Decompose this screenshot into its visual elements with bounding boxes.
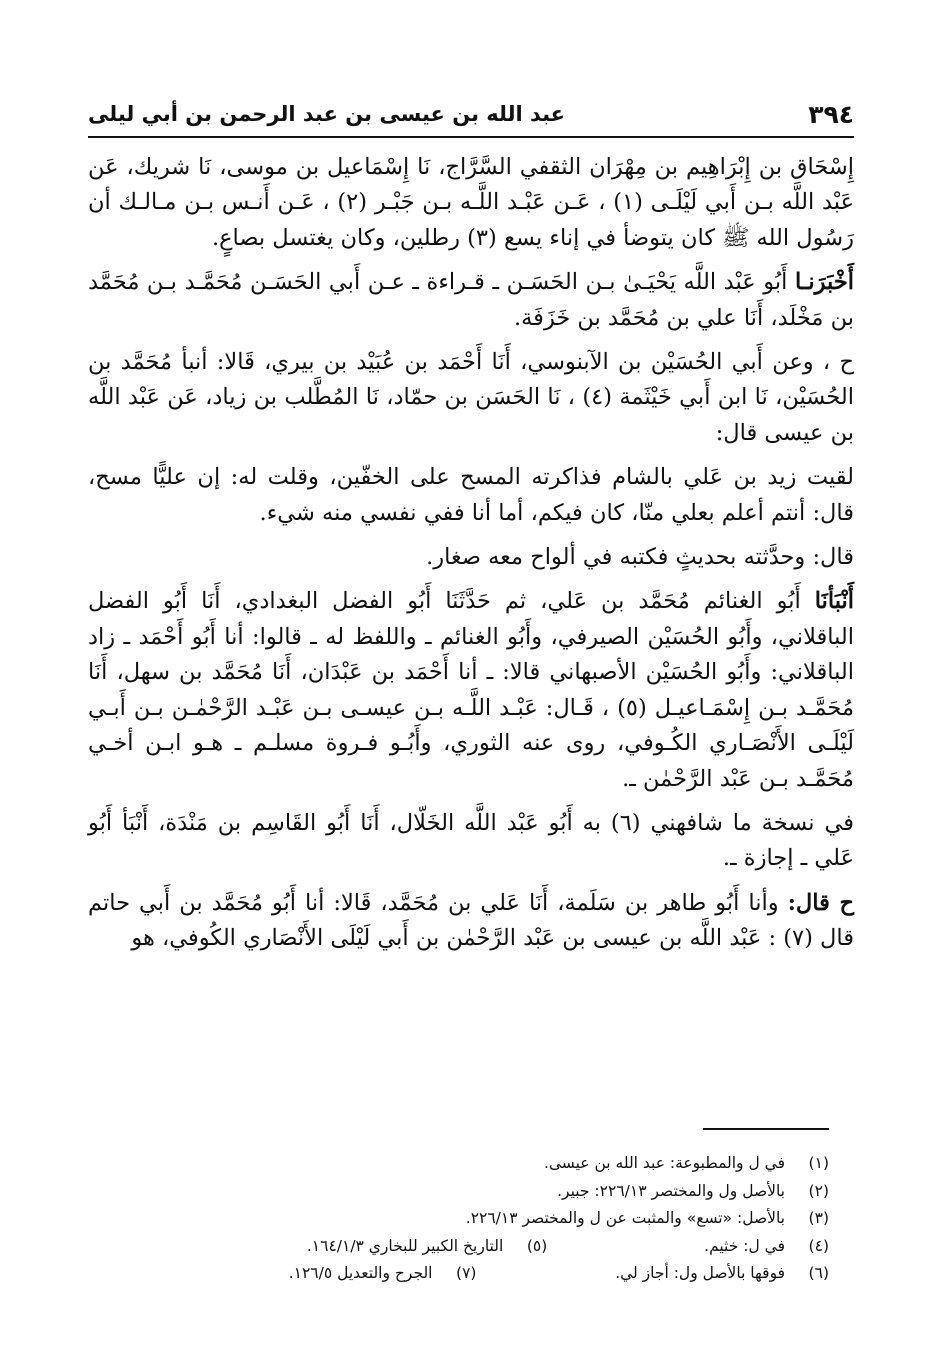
paragraph	[88, 265, 854, 336]
paragraph-text: وأنا أَبُو طاهر بن سَلَمة، أَنَا عَلي بن مُحَمَّد، قَالا: أنا أَبُو مُحَمَّد بن أَبي حاتم قال (٧) : عَبْد اللَّه بن عيسى بن عَبْد الرَّحْمٰن بن أَبي لَيْلَى الأَنْصَاري الكُوفي، هو	[88, 889, 854, 952]
footnote-row	[150, 1233, 829, 1261]
footnote-number: (٤)	[808, 1236, 829, 1255]
footnote	[150, 1260, 476, 1288]
footnote	[150, 1150, 829, 1178]
paragraph-text: لقيت زيد بن عَلي بالشام فذاكرته المسح على الخفّين، وقلت له: إن عليًّا مسح، قال: أنتم أعلم بعلي منّا، كان فيكم، أما أنا ففي نفسي منه شيء.	[88, 464, 854, 526]
footnote	[150, 1205, 829, 1233]
page-number: ٣٩٤	[808, 99, 854, 129]
main-text	[88, 150, 854, 966]
footnote-number: (٣)	[808, 1209, 829, 1228]
paragraph	[88, 540, 854, 575]
footnote-number: (٦)	[808, 1264, 829, 1283]
paragraph	[88, 886, 854, 957]
footnote	[476, 1260, 829, 1288]
footnotes	[150, 1150, 829, 1288]
footnote-row	[150, 1178, 829, 1206]
footnote-text: التاريخ الكبير للبخاري ١٦٤/١/٣.	[306, 1236, 504, 1255]
page-header	[88, 92, 854, 138]
paragraph	[88, 460, 854, 531]
footnote-number: (٥)	[526, 1236, 548, 1255]
paragraph-lead: ح قال:	[787, 889, 855, 916]
paragraph-text: قال: وحدَّثته بحديثٍ فكتبه في ألواح معه صغار.	[426, 544, 854, 571]
paragraph-text: ح ، وعن أَبي الحُسَيْن بن الآبنوسي، أَنَا أَحْمَد بن عُبَيْد بن بيري، قَالا: أنبأ مُحَمَّد بن الحُسَيْن، نَا ابن أَبي خَيْثَمة (٤) ، نَا الحَسَن بن حمّاد، نَا المُطَّلب بن زياد، عَن عَبْد اللَّه بن عيسى قال:	[88, 349, 854, 446]
footnote-text: الجرح والتعديل ١٢٦/٥.	[288, 1264, 433, 1283]
footnote-text: بالأصل: «تسع» والمثبت عن ل والمختصر ٢٢٦/١٣.	[465, 1209, 785, 1228]
footnote	[547, 1233, 829, 1261]
footnote-row	[150, 1150, 829, 1178]
footnote-row	[150, 1205, 829, 1233]
footnote-text: بالأصل ول والمختصر ٢٢٦/١٣: جبير.	[557, 1181, 785, 1200]
paragraph	[88, 150, 854, 256]
paragraph-text: أَبُو الغنائم مُحَمَّد بن عَلي، ثم حَدَّثَنَا أَبُو الفضل البغدادي، أَنَا أَبُو الفضل الباقلاني، وأَبُو الحُسَيْن الصيرفي، وأَبُو الغنائم ـ واللفظ له ـ قالوا: أنا أَبُو أَحْمَد ـ زاد الباقلاني: وأَبُو الحُسَيْن الأصبهاني قالا: ـ أنا أَحْمَد بن عَبْدَان، أَنَا مُحَمَّد بن سهل، أَنَا مُحَمَّـد بـن إِسْمَـاعيـل (٥) ، قَـال: عَبْـد اللَّـه بـن عيسـى بـن عَبْـد الرَّحْمٰـن بـن أَبـي لَيْلَـى الأَنْصَـاري الكُـوفي، روى عنه الثوري، وأَبُـو فـروة مسلـم ـ هـو ابـن أخـي مُحَمَّـد بـن عَبْد الرَّحْمٰن ـ.	[88, 588, 855, 792]
footnote-number: (١)	[808, 1154, 829, 1172]
paragraph-text: في نسخة ما شافهني (٦) به أَبُو عَبْد اللَّه الخَلّال، أَنَا أَبُو القَاسِم بن مَنْدَة، أَنْبَأ أَبُو عَلي ـ إجازة ـ.	[88, 809, 854, 872]
footnote-text: في ل: خثيم.	[704, 1236, 785, 1255]
footnote-separator	[703, 1128, 829, 1130]
footnote-number: (٢)	[808, 1181, 829, 1200]
paragraph-lead: أَنْبَأنَا	[814, 588, 854, 615]
footnote-text: فوقها بالأصل ول: أجاز لي.	[615, 1264, 785, 1283]
footnote-text: في ل والمطبوعة: عبد الله بن عيسى.	[543, 1154, 785, 1172]
paragraph-text: إِسْحَاق بن إِبْرَاهِيم بن مِهْرَان الثقفي السَّرَّاج، نَا إِسْمَاعيل بن موسى، نَا شريك، عَن عَبْد اللَّه بـن أَبي لَيْلَـى (١) ، عَـن عَبْـد اللَّـه بـن جَبْـر (٢) ، عَـن أَنـس بـن مـالـك أن رَسُول الله ﷺ كان يتوضأ في إناء يسع (٣) رطلين، وكان يغتسل بصاعٍ.	[88, 154, 855, 251]
paragraph-text: أَبُو عَبْد اللَّه يَحْيَـىٰ بـن الحَسَـن ـ قـراءة ـ عـن أَبي الحَسَـن مُحَمَّـد بـن مُحَمَّد بن مَخْلَد، أَنَا علي بن مُحَمَّد بن خَزَفَة.	[88, 269, 854, 331]
footnote	[150, 1233, 547, 1261]
footnote	[150, 1178, 829, 1206]
paragraph	[88, 584, 854, 796]
paragraph-lead: أَخْبَرَنـا	[794, 269, 855, 296]
paragraph	[88, 345, 854, 451]
paragraph	[88, 806, 854, 877]
footnote-number: (٧)	[456, 1264, 477, 1283]
footnote-row	[150, 1260, 829, 1288]
running-title: عبد الله بن عيسى بن عبد الرحمن بن أبي ليلى	[88, 102, 566, 126]
